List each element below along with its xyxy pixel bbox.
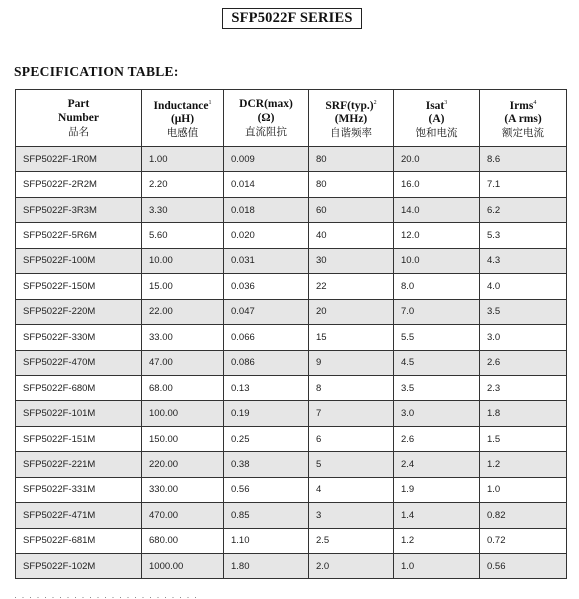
value-cell: 2.5 bbox=[309, 528, 394, 553]
value-cell: 3.0 bbox=[480, 325, 567, 350]
header-cell bbox=[224, 90, 309, 147]
header-title: Inductance$^1$ bbox=[153, 99, 212, 112]
table-row bbox=[16, 503, 567, 528]
value-cell: 1.2 bbox=[480, 452, 567, 477]
value-cell: 0.85 bbox=[224, 503, 309, 528]
table-row bbox=[16, 477, 567, 502]
table-row bbox=[16, 172, 567, 197]
table-row bbox=[16, 528, 567, 553]
value-cell: 8 bbox=[309, 375, 394, 400]
value-cell: 4 bbox=[309, 477, 394, 502]
table-row bbox=[16, 350, 567, 375]
spec-table bbox=[15, 89, 567, 579]
value-cell: 5 bbox=[309, 452, 394, 477]
value-cell: 5.60 bbox=[142, 223, 224, 248]
part-number-cell: SFP5022F-150M bbox=[16, 274, 142, 299]
part-number-cell: SFP5022F-330M bbox=[16, 325, 142, 350]
value-cell: 68.00 bbox=[142, 375, 224, 400]
value-cell: 1.80 bbox=[224, 554, 309, 579]
header-cell bbox=[309, 90, 394, 147]
value-cell: 220.00 bbox=[142, 452, 224, 477]
header-title: Irms$^4$ bbox=[509, 99, 537, 112]
part-number-cell: SFP5022F-221M bbox=[16, 452, 142, 477]
header-chinese-label: 电感值 bbox=[166, 127, 199, 140]
value-cell: 0.018 bbox=[224, 197, 309, 222]
value-cell: 470.00 bbox=[142, 503, 224, 528]
value-cell: 14.0 bbox=[394, 197, 480, 222]
value-cell: 3.5 bbox=[394, 375, 480, 400]
table-row bbox=[16, 274, 567, 299]
value-cell: 3 bbox=[309, 503, 394, 528]
value-cell: 6.2 bbox=[480, 197, 567, 222]
value-cell: 1.10 bbox=[224, 528, 309, 553]
header-unit: Number bbox=[58, 112, 99, 124]
value-cell: 2.6 bbox=[480, 350, 567, 375]
table-row bbox=[16, 248, 567, 273]
value-cell: 30 bbox=[309, 248, 394, 273]
value-cell: 1.0 bbox=[394, 554, 480, 579]
value-cell: 15.00 bbox=[142, 274, 224, 299]
value-cell: 0.066 bbox=[224, 325, 309, 350]
value-cell: 0.56 bbox=[224, 477, 309, 502]
value-cell: 330.00 bbox=[142, 477, 224, 502]
header-cell bbox=[394, 90, 480, 147]
footer-note-cut-off: · · · · · · · · · · · · · · · · · · · · · · · · · bbox=[14, 592, 198, 599]
value-cell: 3.30 bbox=[142, 197, 224, 222]
table-row bbox=[16, 223, 567, 248]
value-cell: 0.031 bbox=[224, 248, 309, 273]
value-cell: 5.3 bbox=[480, 223, 567, 248]
part-number-cell: SFP5022F-680M bbox=[16, 375, 142, 400]
header-title: Part bbox=[67, 98, 90, 110]
value-cell: 0.009 bbox=[224, 147, 309, 172]
header-unit: (A) bbox=[428, 113, 445, 126]
header-title: DCR(max) bbox=[239, 98, 293, 110]
part-number-cell: SFP5022F-101M bbox=[16, 401, 142, 426]
value-cell: 2.0 bbox=[309, 554, 394, 579]
header-chinese-label: 品名 bbox=[68, 126, 89, 138]
footnote-marker: 1 bbox=[208, 99, 212, 106]
value-cell: 0.047 bbox=[224, 299, 309, 324]
value-cell: 2.20 bbox=[142, 172, 224, 197]
table-row bbox=[16, 325, 567, 350]
value-cell: 150.00 bbox=[142, 426, 224, 451]
header-title: $SRF(typ.)^2$ bbox=[325, 99, 377, 112]
value-cell: 10.00 bbox=[142, 248, 224, 273]
value-cell: 9 bbox=[309, 350, 394, 375]
part-number-cell: SFP5022F-151M bbox=[16, 426, 142, 451]
footnote-marker: 3 bbox=[444, 99, 448, 106]
value-cell: 12.0 bbox=[394, 223, 480, 248]
value-cell: 0.020 bbox=[224, 223, 309, 248]
value-cell: 0.036 bbox=[224, 274, 309, 299]
value-cell: 20.0 bbox=[394, 147, 480, 172]
value-cell: 0.014 bbox=[224, 172, 309, 197]
value-cell: 0.086 bbox=[224, 350, 309, 375]
header-chinese-label: 饱和电流 bbox=[415, 127, 458, 140]
header-title: Isat$^3$ bbox=[425, 99, 448, 112]
value-cell: 8.6 bbox=[480, 147, 567, 172]
table-row bbox=[16, 299, 567, 324]
value-cell: 2.3 bbox=[480, 375, 567, 400]
value-cell: 3.0 bbox=[394, 401, 480, 426]
table-row bbox=[16, 554, 567, 579]
footnote-marker: 4 bbox=[533, 99, 537, 106]
part-number-cell: SFP5022F-5R6M bbox=[16, 223, 142, 248]
value-cell: 1.0 bbox=[480, 477, 567, 502]
value-cell: 680.00 bbox=[142, 528, 224, 553]
header-unit: (A rms) bbox=[504, 113, 542, 126]
part-number-cell: SFP5022F-1R0M bbox=[16, 147, 142, 172]
value-cell: 6 bbox=[309, 426, 394, 451]
value-cell: 3.5 bbox=[480, 299, 567, 324]
header-chinese-label: 直流阻抗 bbox=[245, 126, 287, 138]
value-cell: 4.0 bbox=[480, 274, 567, 299]
value-cell: 1.00 bbox=[142, 147, 224, 172]
value-cell: 7.0 bbox=[394, 299, 480, 324]
part-number-cell: SFP5022F-102M bbox=[16, 554, 142, 579]
header-row bbox=[16, 90, 567, 147]
header-cell bbox=[16, 90, 142, 147]
value-cell: 0.19 bbox=[224, 401, 309, 426]
header-unit: (μH) bbox=[170, 113, 195, 126]
value-cell: 1.9 bbox=[394, 477, 480, 502]
value-cell: 80 bbox=[309, 147, 394, 172]
header-chinese-label: 额定电流 bbox=[502, 127, 544, 140]
value-cell: 2.4 bbox=[394, 452, 480, 477]
value-cell: 7 bbox=[309, 401, 394, 426]
value-cell: 2.6 bbox=[394, 426, 480, 451]
header-unit: (Ω) bbox=[257, 112, 275, 124]
value-cell: 1.2 bbox=[394, 528, 480, 553]
value-cell: 33.00 bbox=[142, 325, 224, 350]
value-cell: 1.4 bbox=[394, 503, 480, 528]
value-cell: 22 bbox=[309, 274, 394, 299]
table-row bbox=[16, 375, 567, 400]
value-cell: 0.72 bbox=[480, 528, 567, 553]
value-cell: 16.0 bbox=[394, 172, 480, 197]
value-cell: 1.5 bbox=[480, 426, 567, 451]
part-number-cell: SFP5022F-331M bbox=[16, 477, 142, 502]
value-cell: 47.00 bbox=[142, 350, 224, 375]
table-row bbox=[16, 452, 567, 477]
value-cell: 5.5 bbox=[394, 325, 480, 350]
value-cell: 7.1 bbox=[480, 172, 567, 197]
part-number-cell: SFP5022F-3R3M bbox=[16, 197, 142, 222]
value-cell: 8.0 bbox=[394, 274, 480, 299]
part-number-cell: SFP5022F-470M bbox=[16, 350, 142, 375]
value-cell: 80 bbox=[309, 172, 394, 197]
part-number-cell: SFP5022F-471M bbox=[16, 503, 142, 528]
value-cell: 20 bbox=[309, 299, 394, 324]
value-cell: 40 bbox=[309, 223, 394, 248]
table-row bbox=[16, 147, 567, 172]
footnote-marker: 2 bbox=[373, 99, 377, 106]
value-cell: 22.00 bbox=[142, 299, 224, 324]
part-number-cell: SFP5022F-100M bbox=[16, 248, 142, 273]
value-cell: 0.82 bbox=[480, 503, 567, 528]
table-body bbox=[16, 147, 567, 579]
header-cell bbox=[142, 90, 224, 147]
value-cell: 1.8 bbox=[480, 401, 567, 426]
value-cell: 100.00 bbox=[142, 401, 224, 426]
value-cell: 4.5 bbox=[394, 350, 480, 375]
table-row bbox=[16, 426, 567, 451]
header-unit: (MHz) bbox=[334, 113, 368, 126]
value-cell: 60 bbox=[309, 197, 394, 222]
value-cell: 0.38 bbox=[224, 452, 309, 477]
value-cell: 15 bbox=[309, 325, 394, 350]
value-cell: 0.13 bbox=[224, 375, 309, 400]
part-number-cell: SFP5022F-681M bbox=[16, 528, 142, 553]
part-number-cell: SFP5022F-220M bbox=[16, 299, 142, 324]
series-title: SFP5022F SERIES bbox=[222, 8, 362, 29]
table-row bbox=[16, 197, 567, 222]
table-row bbox=[16, 401, 567, 426]
header-cell bbox=[480, 90, 567, 147]
header-chinese-label: 自谐频率 bbox=[330, 127, 372, 140]
value-cell: 4.3 bbox=[480, 248, 567, 273]
value-cell: 10.0 bbox=[394, 248, 480, 273]
part-number-cell: SFP5022F-2R2M bbox=[16, 172, 142, 197]
section-title: SPECIFICATION TABLE: bbox=[14, 64, 179, 79]
value-cell: 0.25 bbox=[224, 426, 309, 451]
value-cell: 0.56 bbox=[480, 554, 567, 579]
value-cell: 1000.00 bbox=[142, 554, 224, 579]
